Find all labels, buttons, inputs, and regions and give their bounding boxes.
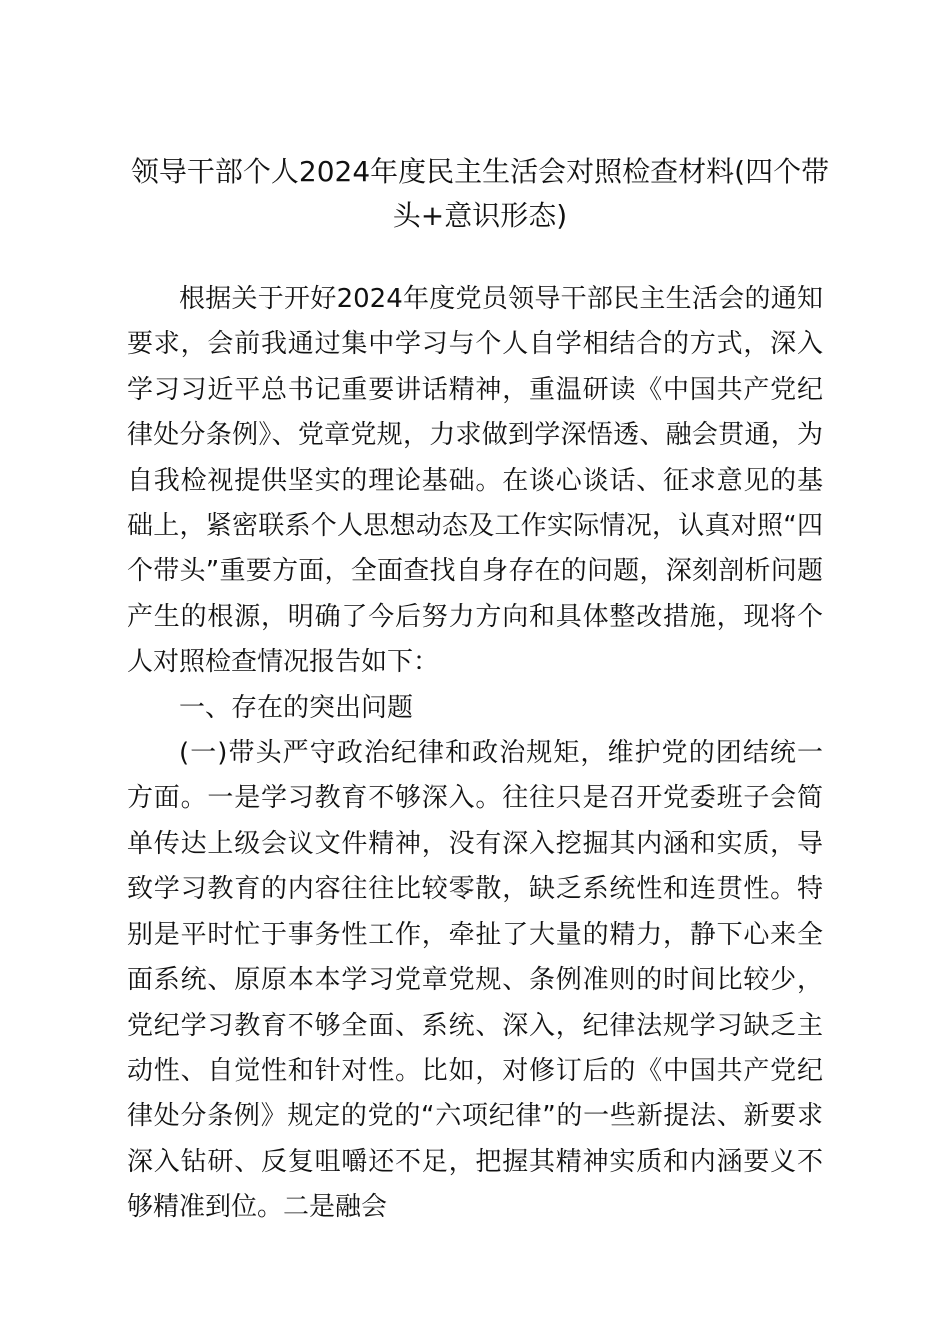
section-heading: 一、存在的突出问题 [179,692,414,723]
document-body [127,277,823,1231]
document-title: 领导干部个人2024年度民主生活会对照检查材料(四个带头+意识形态) [130,155,830,232]
subsection-paragraph: (一)带头严守政治纪律和政治规矩，维护党的团结统一方面。一是学习教育不够深入。往往只是召开党委班子会简单传达上级会议文件精神，没有深入挖掘其内涵和实质，导致学习教育的内容往往比较零散，缺乏系统性和连贯性。特别是平时忙于事务性工作，牵扯了大量的精力，静下心来全面系统、原原本本学习党章党规、条例准则的时间比较少，党纪学习教育不够全面、系统、深入，纪律法规学习缺乏主动性、自觉性和针对性。比如，对修订后的《中国共产党纪律处分条例》规定的党的“六项纪律”的一些新提法、新要求深入钻研、反复咀嚼还不足，把握其精神实质和内涵要义不够精准到位。二是融会 [127,738,823,1223]
intro-paragraph: 根据关于开好2024年度党员领导干部民主生活会的通知要求，会前我通过集中学习与个人自学相结合的方式，深入学习习近平总书记重要讲话精神，重温研读《中国共产党纪律处分条例》、党章党规，力求做到学深悟透、融会贯通，为自我检视提供坚实的理论基础。在谈心谈话、征求意见的基础上，紧密联系个人思想动态及工作实际情况，认真对照“四个带头”重要方面，全面查找自身存在的问题，深刻剖析问题产生的根源，明确了今后努力方向和具体整改措施，现将个人对照检查情况报告如下： [127,284,823,678]
